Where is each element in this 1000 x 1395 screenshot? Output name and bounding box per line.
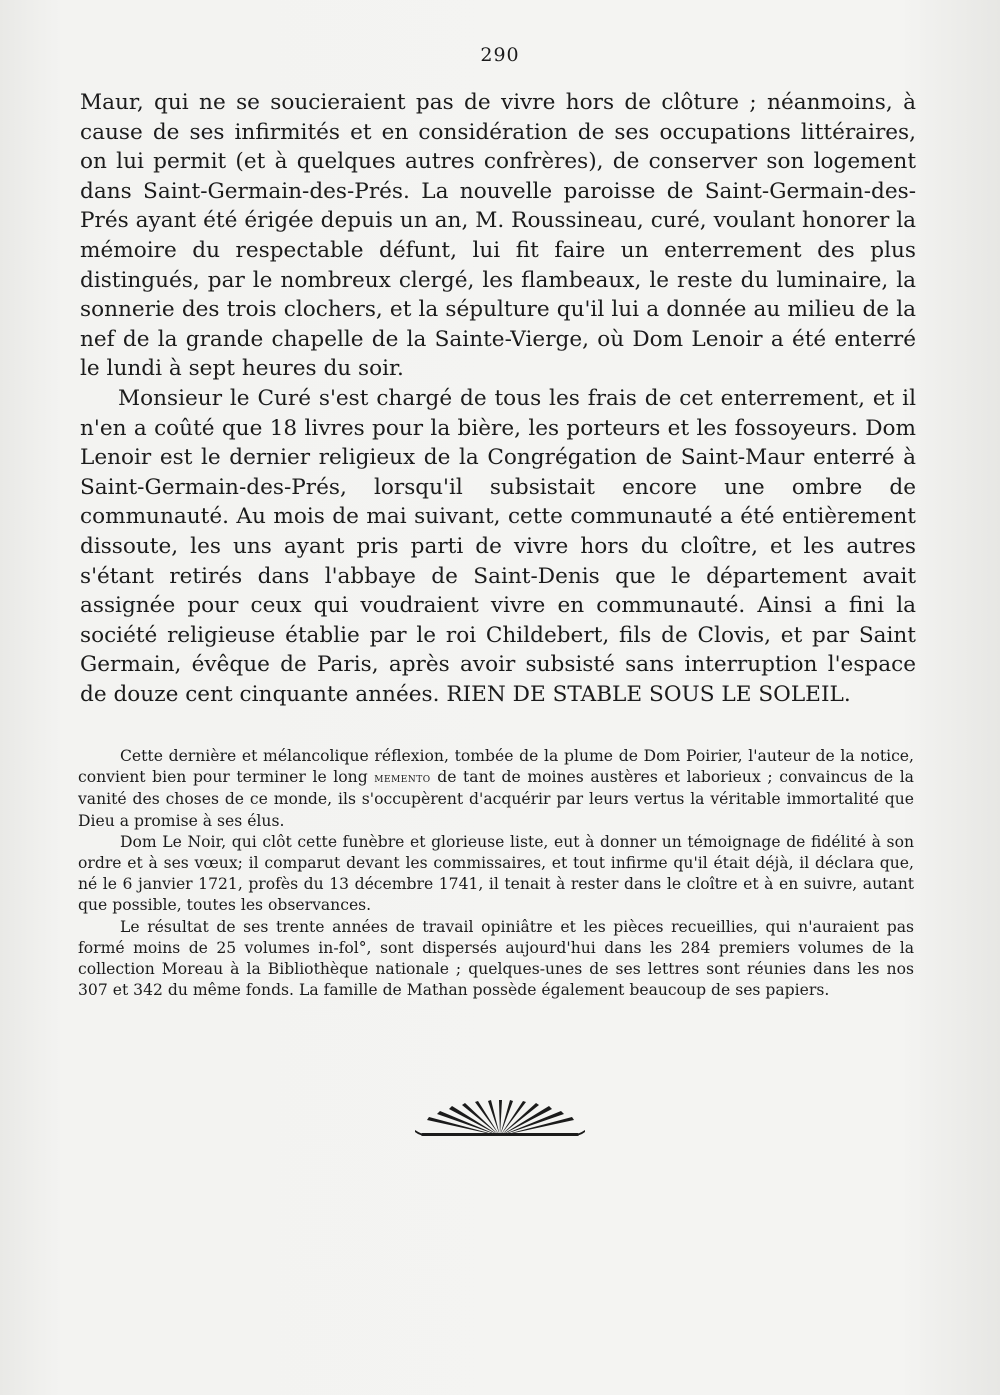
note-text: Cette dernière et mélancolique réflexion, tombée de la plume de Dom Poirier, l'auteur de la notice, convient bien pour terminer le long <box>78 747 914 787</box>
fan-ornament-icon <box>415 1100 585 1140</box>
note-paragraph: Dom Le Noir, qui clôt cette funèbre et glorieuse liste, eut à donner un témoignage de fidélité à son ordre et à ses vœux; il comparut devant les commissaires, et tout infirme qu'il était déjà, il déclara que, né le 6 janvier 1721, profès du 13 décembre 1741, il tenait à rester dans le cloître et à en suivre, autant que possible, toutes les observances. <box>78 832 914 915</box>
memento-word: memento <box>374 771 431 787</box>
note-paragraph: Le résultat de ses trente années de travail opiniâtre et les pièces recueillies, qui n'auraient pas formé moins de 25 volumes in-fol°, sont dispersés aujourd'hui dans les 284 premiers volumes de la collection Moreau à la Bibliothèque nationale ; quelques-unes de ses lettres sont réunies dans les nos 307 et 342 du même fonds. La famille de Mathan possède également beaucoup de ses papiers. <box>78 917 914 1000</box>
page-number: 290 <box>480 44 520 66</box>
notes-block <box>78 746 914 1001</box>
note-paragraph <box>78 746 914 832</box>
main-text-block <box>80 88 916 709</box>
note-text: de tant de moines austères et laborieux ; convaincus de la vanité des choses de ce monde, ils s'occupèrent d'acquérir par leurs vertus la véritable immortalité que Dieu a promise à ses élus. <box>78 768 914 830</box>
main-paragraph: Monsieur le Curé s'est chargé de tous les frais de cet enterrement, et il n'en a coûté que 18 livres pour la bière, les porteurs et les fossoyeurs. Dom Lenoir est le dernier religieux de la Congrégation de Saint-Maur enterré à Saint-Germain-des-Prés, lorsqu'il subsistait encore une ombre de communauté. Au mois de mai suivant, cette communauté a été entièrement dissoute, les uns ayant pris parti de vivre hors du cloître, et les autres s'étant retirés dans l'abbaye de Saint-Denis que le département avait assignée pour ceux qui voudraient vivre en communauté. Ainsi a fini la société religieuse établie par le roi Childebert, fils de Clovis, et par Saint Germain, évêque de Paris, après avoir subsisté sans interruption l'espace de douze cent cinquante années. RIEN DE STABLE SOUS LE SOLEIL. <box>80 385 916 707</box>
main-paragraph: Maur, qui ne se soucieraient pas de vivre hors de clôture ; néanmoins, à cause de ses infirmités et en considération de ses occupations littéraires, on lui permit (et à quelques autres confrères), de conserver son logement dans Saint-Germain-des-Prés. La nouvelle paroisse de Saint-Germain-des-Prés ayant été érigée depuis un an, M. Roussineau, curé, voulant honorer la mémoire du respectable défunt, lui fit faire un enterrement des plus distingués, par le nombreux clergé, les flambeaux, le reste du luminaire, la sonnerie des trois clochers, et la sépulture qu'il lui a donnée au milieu de la nef de la grande chapelle de la Sainte-Vierge, où Dom Lenoir a été enterré le lundi à sept heures du soir. <box>80 90 916 382</box>
